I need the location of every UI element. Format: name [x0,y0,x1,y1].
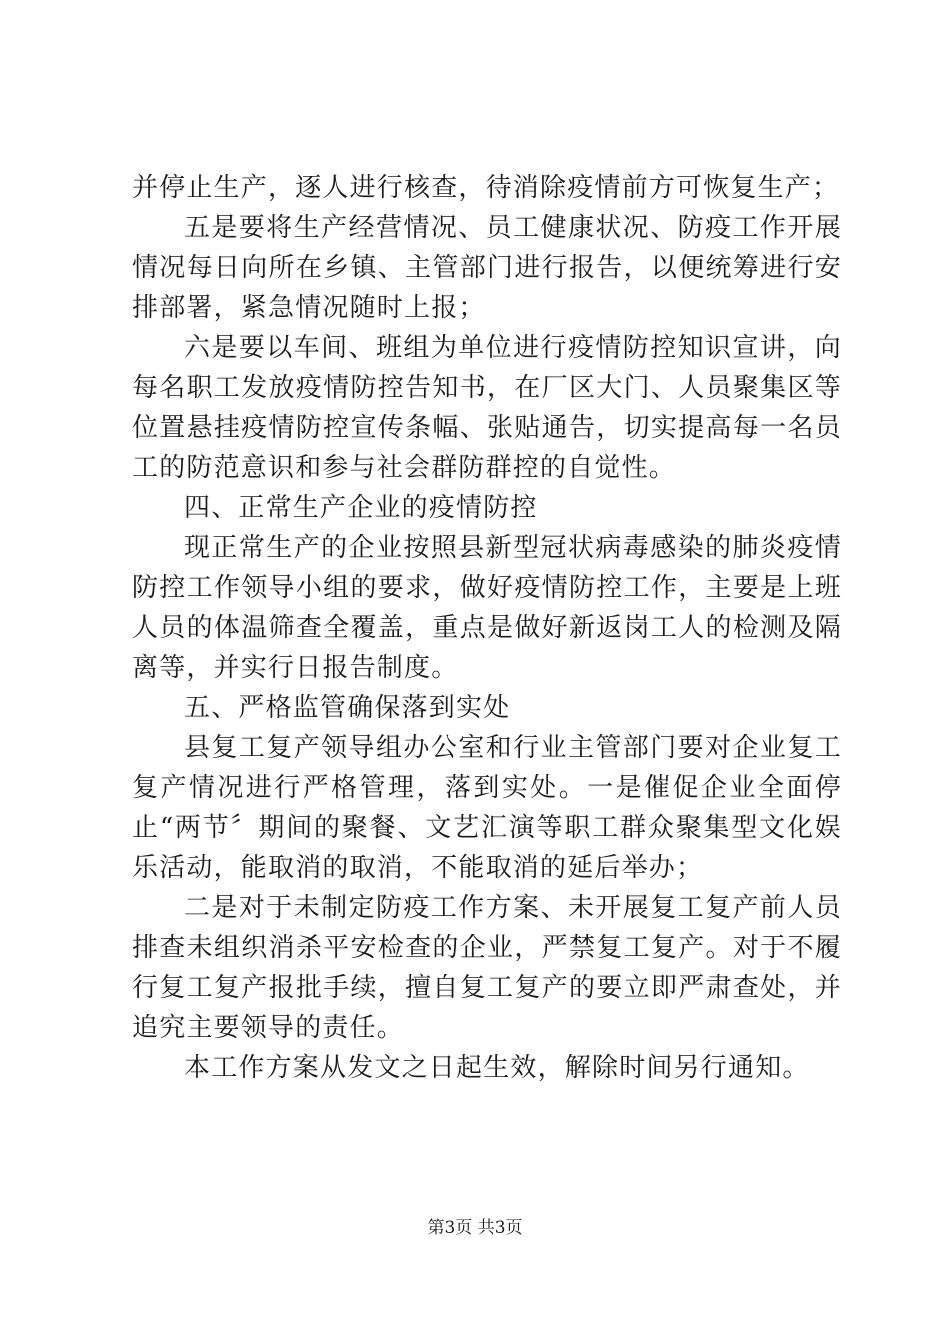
document-body [132,168,842,1088]
paragraph-supervision: 县复工复产领导组办公室和行业主管部门要对企业复工复产情况进行严格管理，落到实处。一是催促企业全面停止“两节〞期间的聚餐、文艺汇演等职工群众聚集型文化娱乐活动，能取消的取消，不能取消的延后举办； [132,733,842,883]
paragraph-continuation: 并停止生产，逐人进行核查，待消除疫情前方可恢复生产； [132,173,840,203]
paragraph-point-six: 六是要以车间、班组为单位进行疫情防控知识宣讲，向每名职工发放疫情防控告知书，在厂区大门、人员聚集区等位置悬挂疫情防控宣传条幅、张贴通告，切实提高每一名员工的防范意识和参与社会群防群控的自觉性。 [132,333,842,483]
paragraph-normal-production: 现正常生产的企业按照县新型冠状病毒感染的肺炎疫情防控工作领导小组的要求，做好疫情防控工作，主要是上班人员的体温筛查全覆盖，重点是做好新返岗工人的检测及隔离等，并实行日报告制度。 [132,533,842,683]
page-footer [0,1213,950,1238]
section-heading-five: 五、严格监管确保落到实处 [184,693,511,723]
paragraph-effective-date: 本工作方案从发文之日起生效，解除时间另行通知。 [184,1053,810,1083]
section-heading-four: 四、正常生产企业的疫情防控 [184,493,538,523]
paragraph-point-two: 二是对于未制定防疫工作方案、未开展复工复产前人员排查未组织消杀平安检查的企业，严禁复工复产。对于不履行复工复产报批手续，擅自复工复产的要立即严肃查处，并追究主要领导的责任。 [132,893,842,1043]
paragraph-point-five: 五是要将生产经营情况、员工健康状况、防疫工作开展情况每日向所在乡镇、主管部门进行报告，以便统筹进行安排部署，紧急情况随时上报； [132,213,842,323]
page-number-label: 第3页 共3页 [427,1218,523,1238]
